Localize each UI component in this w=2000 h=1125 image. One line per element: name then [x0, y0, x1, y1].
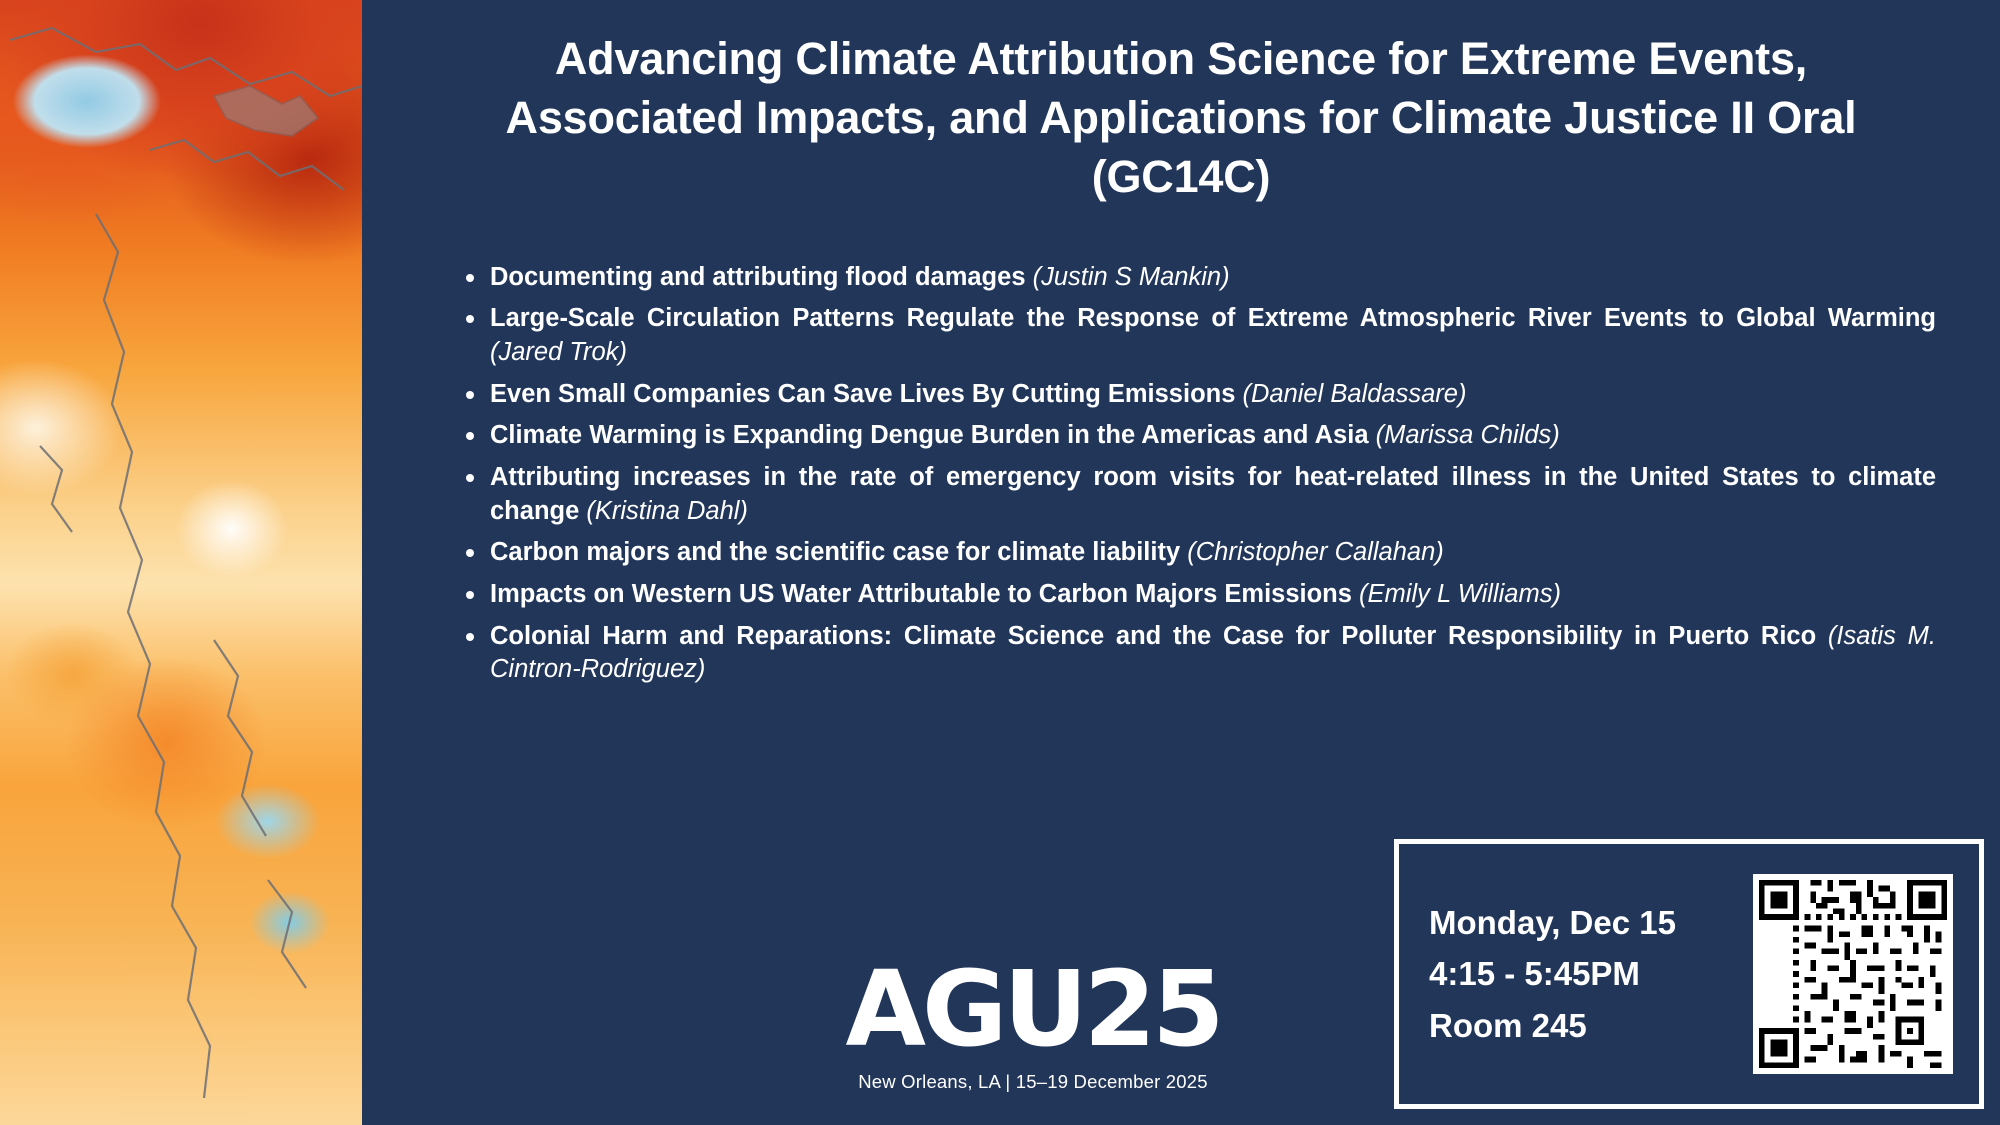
list-item [460, 302, 1936, 369]
talk-title: Attributing increases in the rate of emergency room visits for heat-related illness in the United States to climate change [490, 463, 1936, 525]
talk-author: (Jared Trok) [490, 338, 627, 367]
qr-code-pattern [1759, 880, 1947, 1068]
list-item [460, 419, 1936, 453]
talk-author: (Justin S Mankin) [1032, 262, 1230, 291]
talk-author: (Kristina Dahl) [586, 496, 748, 525]
agu25-logo-subtitle: New Orleans, LA | 15–19 December 2025 [858, 1071, 1208, 1092]
talk-author: (Isatis M. Cintron-Rodriguez) [490, 621, 1936, 684]
list-item [460, 261, 1936, 295]
talk-title: Impacts on Western US Water Attributable to Carbon Majors Emissions [490, 580, 1352, 609]
session-content [362, 0, 2000, 1125]
list-item [460, 461, 1936, 528]
list-item [460, 578, 1936, 612]
list-item [460, 620, 1936, 687]
talk-list [426, 261, 1936, 687]
session-details-box [1394, 839, 1984, 1109]
coastline-overlay [0, 0, 362, 1125]
talk-title: Large-Scale Circulation Patterns Regulate the Response of Extreme Atmospheric River Events to Global Warming [490, 304, 1936, 333]
session-room: Room 245 [1429, 1006, 1587, 1044]
talk-title: Carbon majors and the scientific case for climate liability [490, 538, 1181, 567]
agu25-logo [818, 948, 1248, 1093]
page-title: Advancing Climate Attribution Science for Extreme Events, Associated Impacts, and Applications for Climate Justice II Oral (GC14C) [505, 33, 1857, 202]
talk-title: Climate Warming is Expanding Dengue Burden in the Americas and Asia [490, 421, 1369, 450]
talk-author: (Marissa Childs) [1375, 421, 1560, 450]
talk-author: (Daniel Baldassare) [1242, 379, 1467, 408]
list-item [460, 378, 1936, 412]
session-date: Monday, Dec 15 [1429, 904, 1676, 942]
agu25-logo-text: AGU25 [845, 948, 1221, 1071]
session-details-text [1429, 897, 1743, 1050]
list-item [460, 536, 1936, 570]
talk-title: Even Small Companies Can Save Lives By Cutting Emissions [490, 379, 1236, 408]
talk-title: Colonial Harm and Reparations: Climate Science and the Case for Polluter Responsibility in Puerto Rico [490, 621, 1817, 650]
qr-code-icon[interactable] [1753, 874, 1953, 1074]
talk-author: (Emily L Williams) [1359, 580, 1561, 609]
talk-title: Documenting and attributing flood damages [490, 262, 1026, 291]
climate-map-image [0, 0, 362, 1125]
talk-author: (Christopher Callahan) [1187, 538, 1444, 567]
session-time: 4:15 - 5:45PM [1429, 955, 1640, 993]
